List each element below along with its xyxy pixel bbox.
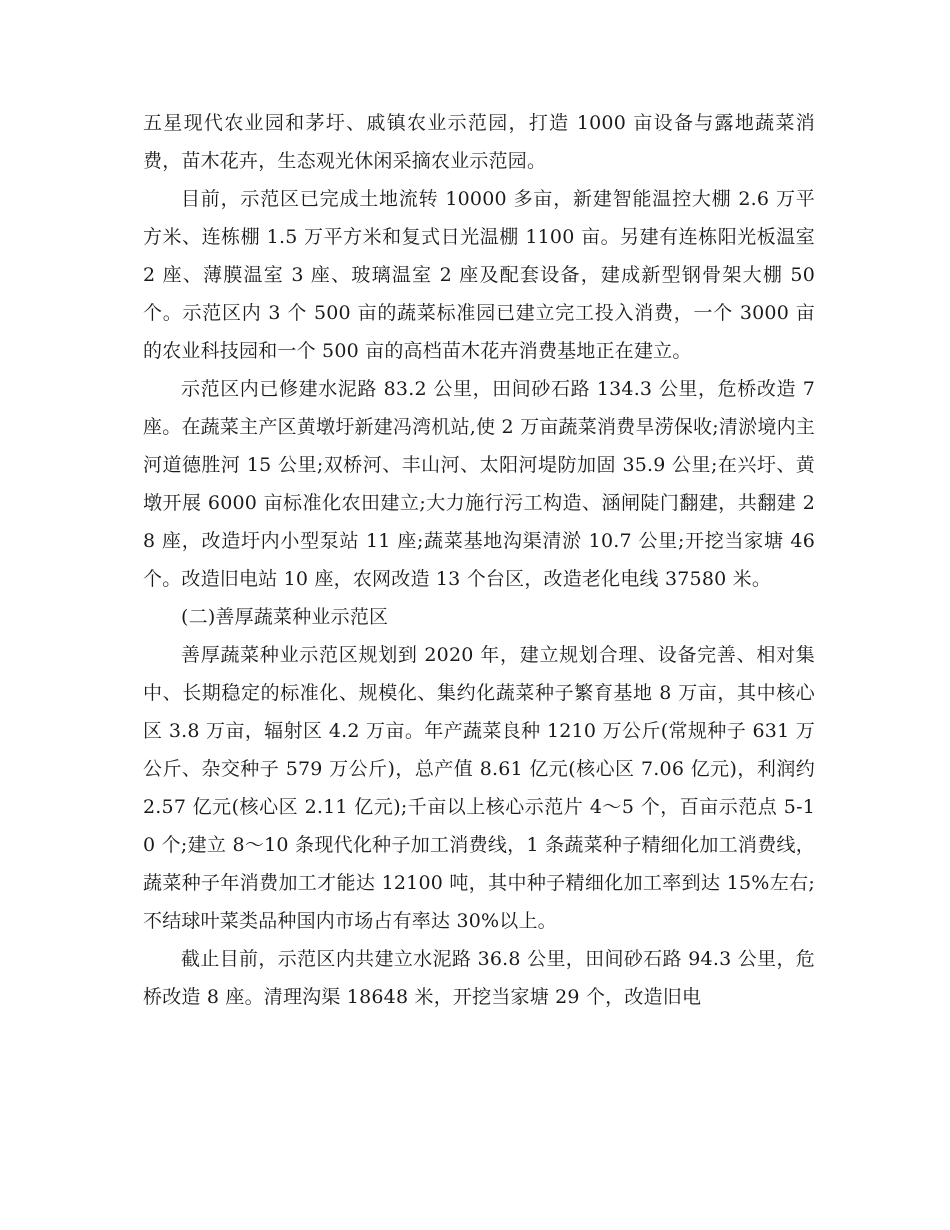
paragraph-shanhou-progress: 截止目前，示范区内共建立水泥路 36.8 公里，田间砂石路 94.3 公里，危桥改造 8 座。清理沟渠 18648 米，开挖当家塘 29 个，改造旧电: [143, 948, 815, 1008]
paragraph-land-transfer: 目前，示范区已完成土地流转 10000 多亩，新建智能温控大棚 2.6 万平方米、连栋棚 1.5 万平方米和复式日光温棚 1100 亩。另建有连栋阳光板温室 2 座、薄膜温室 3 座、玻璃温室 2 座及配套设备，建成新型钢骨架大棚 50 个。示范区内 3 个 500 亩的蔬菜标准园已建立完工投入消费，一个 3000 亩的农业科技园和一个 500 亩的高档苗木花卉消费基地正在建立。: [143, 188, 815, 362]
section-heading-shanhou: (二)善厚蔬菜种业示范区: [181, 606, 389, 628]
paragraph-infrastructure: 示范区内已修建水泥路 83.2 公里，田间砂石路 134.3 公里，危桥改造 7 座。在蔬菜主产区黄墩圩新建冯湾机站,使 2 万亩蔬菜消费旱涝保收;清淤境内主河道德胜河 15 公里;双桥河、丰山河、太阳河堤防加固 35.9 公里;在兴圩、黄墩开展 6000 亩标准化农田建立;大力施行污工构造、涵闸陡门翻建，共翻建 28 座，改造圩内小型泵站 11 座;蔬菜基地沟渠清淤 10.7 公里;开挖当家塘 46 个。改造旧电站 10 座，农网改造 13 个台区，改造老化电线 37580 米。: [143, 378, 815, 590]
paragraph-continuation: 五星现代农业园和茅圩、戚镇农业示范园，打造 1000 亩设备与露地蔬菜消费，苗木花卉，生态观光休闲采摘农业示范园。: [143, 112, 815, 172]
paragraph-shanhou-plan: 善厚蔬菜种业示范区规划到 2020 年，建立规划合理、设备完善、相对集中、长期稳定的标准化、规模化、集约化蔬菜种子繁育基地 8 万亩，其中核心区 3.8 万亩，辐射区 4.2 万亩。年产蔬菜良种 1210 万公斤(常规种子 631 万公斤、杂交种子 579 万公斤)，总产值 8.61 亿元(核心区 7.06 亿元)，利润约 2.57 亿元(核心区 2.11 亿元);千亩以上核心示范片 4～5 个，百亩示范点 5-10 个;建立 8～10 条现代化种子加工消费线，1 条蔬菜种子精细化加工消费线，蔬菜种子年消费加工才能达 12100 吨，其中种子精细化加工率到达 15%左右;不结球叶菜类品种国内市场占有率达 30%以上。: [143, 644, 815, 932]
document-body: [143, 104, 815, 1016]
